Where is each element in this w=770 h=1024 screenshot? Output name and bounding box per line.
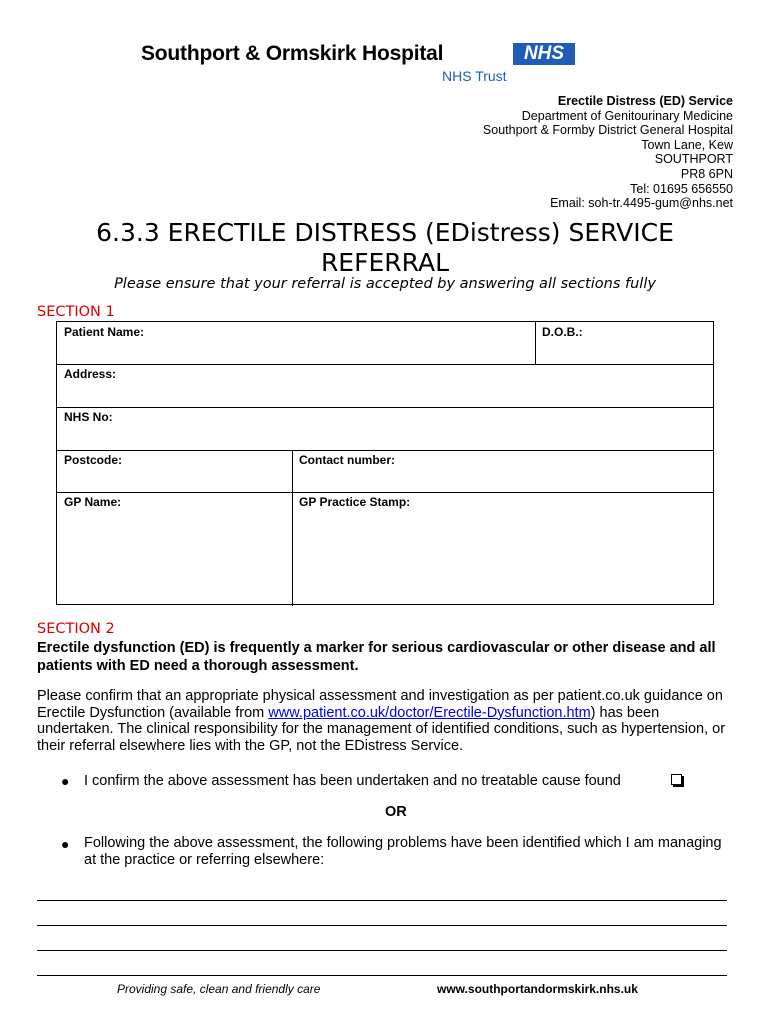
dob-label: D.O.B.: — [542, 325, 583, 339]
bullet-dot-icon: ● — [61, 836, 70, 852]
or-separator: OR — [385, 804, 407, 820]
gp-name-label: GP Name: — [64, 495, 122, 509]
section-2-heading: SECTION 2 — [37, 621, 115, 637]
contact-number-field[interactable] — [292, 450, 715, 492]
address-line: PR8 6PN — [680, 166, 733, 181]
answer-line[interactable] — [37, 950, 727, 951]
identified-problems-option: Following the above assessment, the following problems have been identified which I am managing at the practice or referring elsewhere: — [84, 835, 722, 868]
page-title: 6.3.3 ERECTILE DISTRESS (EDistress) SERVICE REFERRAL — [96, 218, 674, 277]
nhs-number-label: NHS No: — [64, 410, 113, 424]
dob-field[interactable] — [535, 322, 715, 364]
footer-website[interactable]: www.southportandormskirk.nhs.uk — [437, 982, 638, 996]
address-line: Southport & Formby District General Hospital — [482, 123, 733, 138]
address-line: SOUTHPORT — [654, 152, 733, 167]
postcode-label: Postcode: — [64, 453, 123, 467]
answer-line[interactable] — [37, 975, 727, 976]
postcode-field[interactable] — [57, 450, 292, 492]
answer-line[interactable] — [37, 925, 727, 926]
contact-number-label: Contact number: — [299, 453, 395, 467]
address-field[interactable] — [57, 364, 715, 407]
patient-guidance-link[interactable]: www.patient.co.uk/doctor/Erectile-Dysfunction.htm — [268, 704, 591, 721]
answer-line[interactable] — [37, 900, 727, 901]
address-label: Address: — [64, 367, 117, 381]
address-line: Town Lane, Kew — [641, 137, 733, 152]
ed-marker-statement: Erectile dysfunction (ED) is frequently a marker for serious cardiovascular or other disease and all patients with ED need a thorough assessment. — [37, 640, 716, 674]
nhs-number-field[interactable] — [57, 407, 715, 450]
gp-practice-stamp-field[interactable] — [292, 492, 715, 606]
confirm-assessment-checkbox[interactable] — [671, 774, 682, 785]
address-telephone: Tel: 01695 656550 — [630, 181, 733, 196]
gp-name-field[interactable] — [57, 492, 292, 606]
confirm-assessment-option: I confirm the above assessment has been undertaken and no treatable cause found — [84, 773, 621, 789]
paragraph-text: ) has been undertaken. The clinical responsibility for the management of identified conditions, such as hypertension, or their referral elsewhere lies with the GP, not the EDistress Service. — [37, 704, 726, 754]
nhs-logo: NHS — [513, 43, 575, 65]
gp-practice-stamp-label: GP Practice Stamp: — [299, 495, 411, 509]
service-name: Erectile Distress (ED) Service — [557, 94, 733, 108]
patient-name-label: Patient Name: — [64, 325, 145, 339]
patient-name-field[interactable] — [57, 322, 535, 364]
assessment-paragraph — [37, 688, 737, 754]
bullet-dot-icon: ● — [61, 773, 70, 789]
service-address-block — [483, 94, 733, 211]
footer-slogan: Providing safe, clean and friendly care — [117, 982, 321, 996]
trust-name: NHS Trust — [442, 68, 507, 84]
page-subtitle: Please ensure that your referral is accepted by answering all sections fully — [114, 276, 656, 292]
address-line: Department of Genitourinary Medicine — [521, 108, 733, 123]
patient-details-form — [56, 321, 714, 605]
address-email: Email: soh-tr.4495-gum@nhs.net — [550, 196, 733, 211]
section-1-heading: SECTION 1 — [37, 304, 115, 320]
paragraph-text: Please confirm that an appropriate physical assessment and investigation as per patient.co.uk guidance on Erectile Dysfunction (available from — [37, 688, 723, 721]
hospital-name: Southport & Ormskirk Hospital — [141, 42, 444, 65]
